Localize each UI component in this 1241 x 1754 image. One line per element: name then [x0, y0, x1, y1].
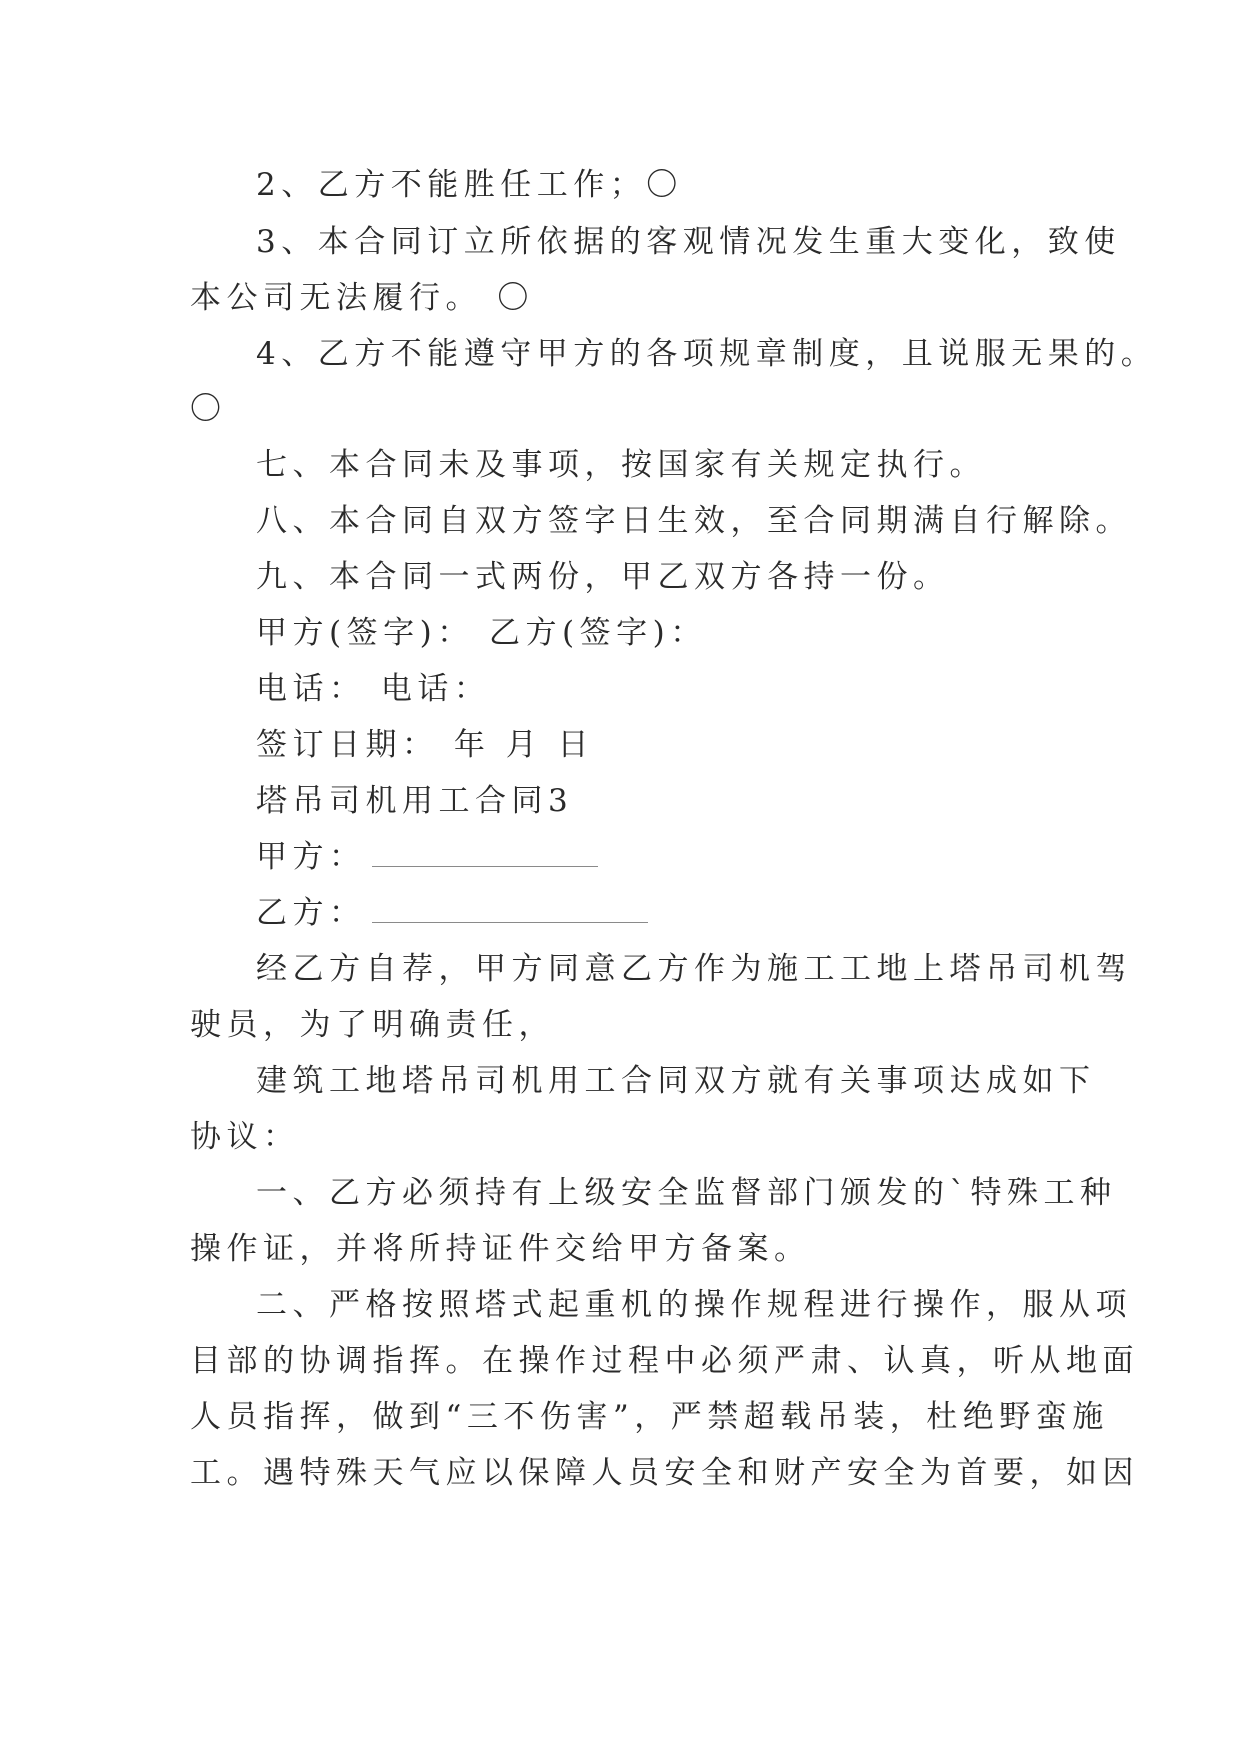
clause-2-line-4: 工。遇特殊天气应以保障人员安全和财产安全为首要，如因 [190, 1455, 1139, 1491]
party-a-label: 甲方： [256, 839, 366, 875]
contract-3-title: 塔吊司机用工合同3 [256, 783, 574, 819]
preamble-line-4: 协议： [190, 1119, 300, 1155]
clause-6-item-2: 2、乙方不能胜任工作；〇 [256, 167, 683, 203]
party-b-label: 乙方： [256, 895, 366, 931]
signature-line: 甲方(签字)： 乙方(签字)： [256, 615, 707, 651]
clause-2-line-2: 目部的协调指挥。在操作过程中必须严肃、认真，听从地面 [190, 1343, 1139, 1379]
clause-6-item-4-line-1: 4、乙方不能遵守甲方的各项规章制度，且说服无果的。 [256, 336, 1158, 372]
clause-2-line-1: 二、严格按照塔式起重机的操作规程进行操作，服从项 [256, 1287, 1132, 1323]
clause-1-line-1: 一、乙方必须持有上级安全监督部门颁发的`特殊工种 [256, 1175, 1117, 1211]
clause-9: 九、本合同一式两份，甲乙双方各持一份。 [256, 559, 950, 595]
party-a-blank [372, 846, 598, 867]
clause-2-line-3: 人员指挥，做到“三不伤害”，严禁超载吊装，杜绝野蛮施 [190, 1399, 1109, 1435]
preamble-line-1: 经乙方自荐，甲方同意乙方作为施工工地上塔吊司机驾 [256, 951, 1132, 987]
sign-date-line: 签订日期： 年 月 日 [256, 727, 595, 763]
preamble-line-2: 驶员，为了明确责任， [190, 1007, 555, 1043]
preamble-line-3: 建筑工地塔吊司机用工合同双方就有关事项达成如下 [256, 1063, 1096, 1099]
clause-7: 七、本合同未及事项，按国家有关规定执行。 [256, 447, 986, 483]
clause-6-item-4-line-2: 〇 [190, 391, 227, 427]
party-a-row [256, 837, 598, 877]
party-b-blank [372, 902, 648, 923]
party-b-row [256, 893, 648, 933]
clause-6-item-3-line-1: 3、本合同订立所依据的客观情况发生重大变化，致使 [256, 224, 1121, 260]
clause-1-line-2: 操作证，并将所持证件交给甲方备案。 [190, 1231, 811, 1267]
phone-line: 电话： 电话： [256, 671, 491, 707]
clause-6-item-3-line-2: 本公司无法履行。 〇 [190, 280, 534, 316]
clause-8: 八、本合同自双方签字日生效，至合同期满自行解除。 [256, 503, 1132, 539]
